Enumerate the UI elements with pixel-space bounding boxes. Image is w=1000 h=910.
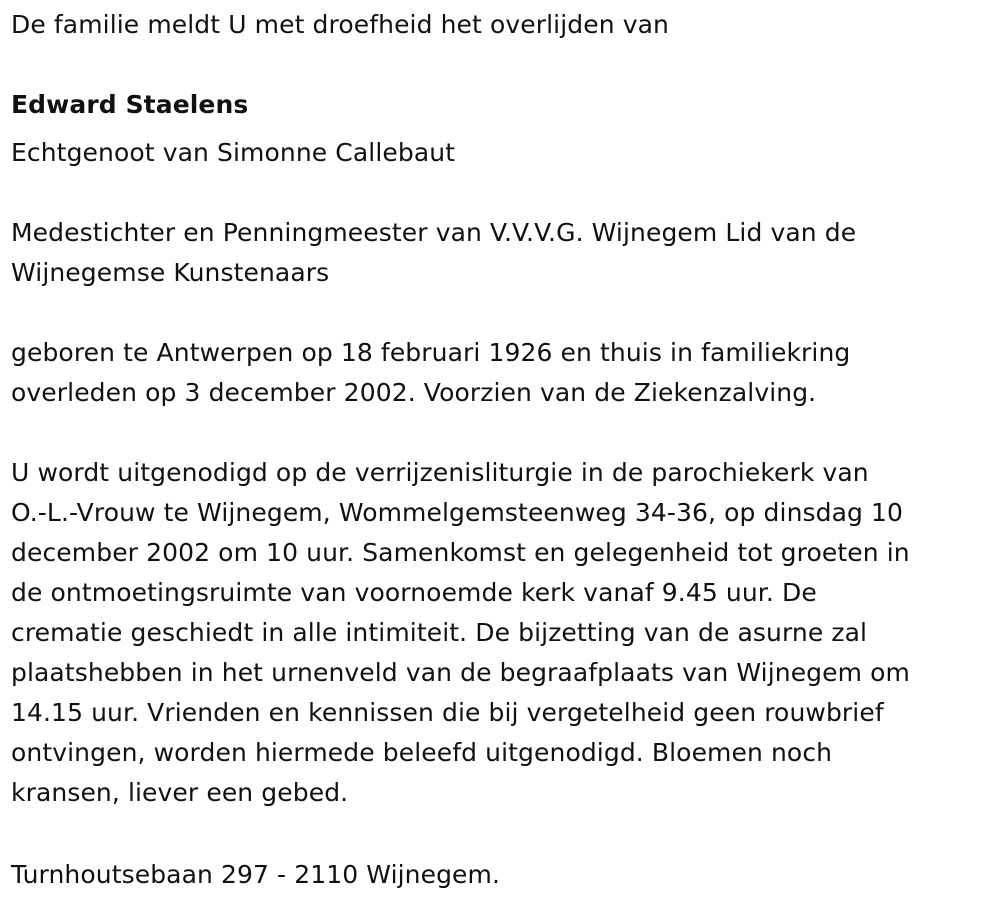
- funeral-line: december 2002 om 10 uur. Samenkomst en gelegenheid tot groeten in: [11, 538, 910, 567]
- funeral-line: kransen, liever een gebed.: [11, 778, 349, 807]
- funeral-line: U wordt uitgenodigd op de verrijzenisliturgie in de parochiekerk van: [11, 458, 869, 487]
- deceased-name: Edward Staelens: [11, 90, 249, 119]
- address-text: Turnhoutsebaan 297 - 2110 Wijnegem.: [11, 860, 501, 889]
- life-line: overleden op 3 december 2002. Voorzien van de Ziekenzalving.: [11, 378, 817, 407]
- funeral-paragraph: [11, 453, 910, 813]
- funeral-line: de ontmoetingsruimte van voornoemde kerk vanaf 9.45 uur. De: [11, 578, 817, 607]
- roles-line: Wijnegemse Kunstenaars: [11, 258, 330, 287]
- funeral-line: 14.15 uur. Vrienden en kennissen die bij vergetelheid geen rouwbrief: [11, 698, 884, 727]
- funeral-line: ontvingen, worden hiermede beleefd uitgenodigd. Bloemen noch: [11, 738, 833, 767]
- spouse-text: Echtgenoot van Simonne Callebaut: [11, 138, 456, 167]
- funeral-line: crematie geschiedt in alle intimiteit. De bijzetting van de asurne zal: [11, 618, 868, 647]
- funeral-line: plaatshebben in het urnenveld van de begraafplaats van Wijnegem om: [11, 658, 910, 687]
- roles-paragraph: [11, 213, 856, 293]
- life-line: geboren te Antwerpen op 18 februari 1926 en thuis in familiekring: [11, 338, 851, 367]
- funeral-line: O.-L.-Vrouw te Wijnegem, Wommelgemsteenweg 34-36, op dinsdag 10: [11, 498, 904, 527]
- life-paragraph: [11, 333, 850, 413]
- roles-line: Medestichter en Penningmeester van V.V.V.G. Wijnegem Lid van de: [11, 218, 857, 247]
- intro-text: De familie meldt U met droefheid het overlijden van: [11, 10, 669, 39]
